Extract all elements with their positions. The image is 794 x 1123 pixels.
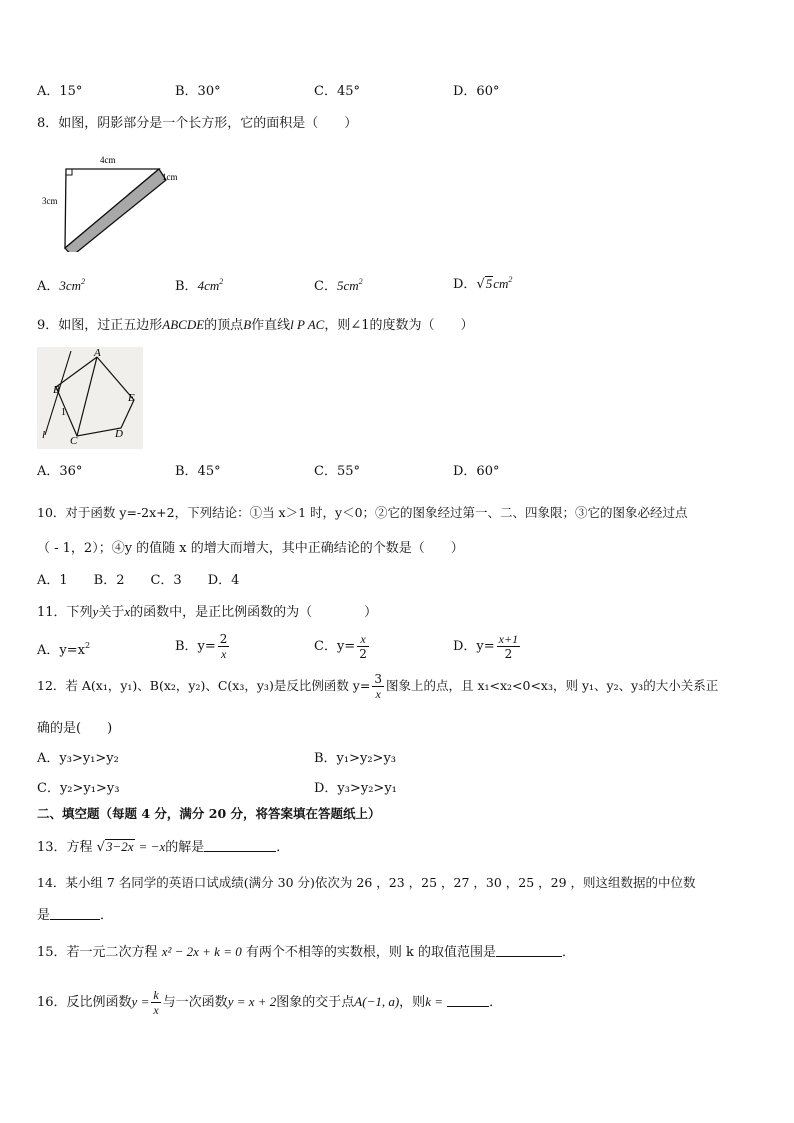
q8-stem: 8．如图，阴影部分是一个长方形，它的面积是（ ） (37, 116, 358, 131)
q7-option-c: C．45° (314, 84, 360, 99)
q8-figure (38, 152, 198, 252)
q16-answer-blank (447, 994, 489, 1007)
q10-line1: 10．对于函数 y=-2x+2，下列结论：①当 x＞1 时，y＜0；②它的图象经过第一、二、四象限；③它的图象必经过点 (37, 505, 688, 520)
q8-label-top: 4cm (100, 155, 116, 165)
q9-label-a: A (94, 347, 101, 359)
q11-option-a: A．$y=x^2$ (37, 641, 91, 658)
q7-option-b: B．30° (175, 84, 221, 99)
q12-line2: 确的是( ) (37, 721, 113, 736)
q9-option-a: A．36° (37, 464, 83, 479)
q14-answer-blank (50, 907, 100, 920)
q11-option-c: C．y= $\frac{x}{2}$ (314, 632, 367, 661)
q8-option-c: C．$5cm^2$ (314, 277, 363, 294)
q9-option-d: D．60° (453, 464, 500, 479)
q8-option-b: B．$4cm^2$ (175, 277, 224, 294)
q15: 15．若一元二次方程 x² − 2x + k = 0 有两个不相等的实数根，则 k 的取值范围是 ． (37, 944, 576, 960)
q11-stem: 11．下列y关于x的函数中，是正比例函数的为（ ） (37, 604, 378, 620)
q9-label-angle-1: 1 (61, 407, 66, 418)
q10-options: A．1 B．2 C．3 D．4 (37, 573, 240, 588)
q9-stem: 9．如图，过正五边形ABCDE的顶点B作直线l P AC，则∠1的度数为（ ） (37, 317, 474, 333)
q9-option-b: B．45° (175, 464, 221, 479)
q10-line2: （ - 1，2）；④y 的值随 x 的增大而增大，其中正确结论的个数是（ ） (37, 541, 464, 556)
q7-option-a: A．15° (37, 84, 83, 99)
q11-option-b: B．y= $\frac{2}{x}$ (175, 632, 228, 661)
q9-figure (37, 347, 143, 449)
q12-option-a: A．y₃>y₁>y₂ (37, 751, 119, 766)
q9-label-l: l (42, 429, 46, 441)
q12-option-c: C．y₂>y₁>y₃ (37, 781, 120, 796)
section-2-heading: 二、填空题（每题 4 分，满分 20 分，将答案填在答题纸上） (37, 806, 381, 821)
q8-option-d: D．$√5cm^2$ (453, 275, 513, 292)
q13-answer-blank (204, 839, 276, 852)
q8-label-right: 1cm (162, 172, 178, 182)
q8-option-a: A．$3cm^2$ (37, 277, 86, 294)
q9-option-c: C．55° (314, 464, 360, 479)
q14-line1: 14．某小组 7 名同学的英语口试成绩(满分 30 分)依次为 26 ，23 ，25 ，27 ，30 ，25 ，29 ，则这组数据的中位数 (37, 875, 696, 890)
q12-stem: 12．若 A(x₁，y₁)、B(x₂，y₂)、C(x₃，y₃)是反比例函数 y= $\frac{3}{x}$ 图象上的点，且 x₁<x₂<0<x₃，则 y₁、y₂、y₃的大小关系正 (37, 672, 719, 701)
q11-option-d: D．y= $\frac{x+1}{2}$ (453, 632, 519, 661)
q9-label-b: B (53, 384, 60, 396)
q14-line2: 是 ． (37, 908, 114, 923)
q12-option-d: D．y₃>y₂>y₁ (314, 781, 397, 796)
q15-answer-blank (496, 944, 562, 957)
q16: 16．反比例函数y = $\frac{k}{x}$ 与一次函数y = x + 2图象的交于点A(−1, a)，则k = ． (37, 988, 503, 1017)
q13: 13．方程 √3−2x = −x的解是 ． (37, 839, 290, 855)
q12-option-b: B．y₁>y₂>y₃ (314, 751, 397, 766)
q9-label-c: C (70, 435, 78, 447)
q7-option-d: D．60° (453, 84, 500, 99)
q9-label-e: E (128, 392, 135, 404)
q8-label-left: 3cm (42, 196, 58, 206)
q9-label-d: D (115, 428, 123, 440)
